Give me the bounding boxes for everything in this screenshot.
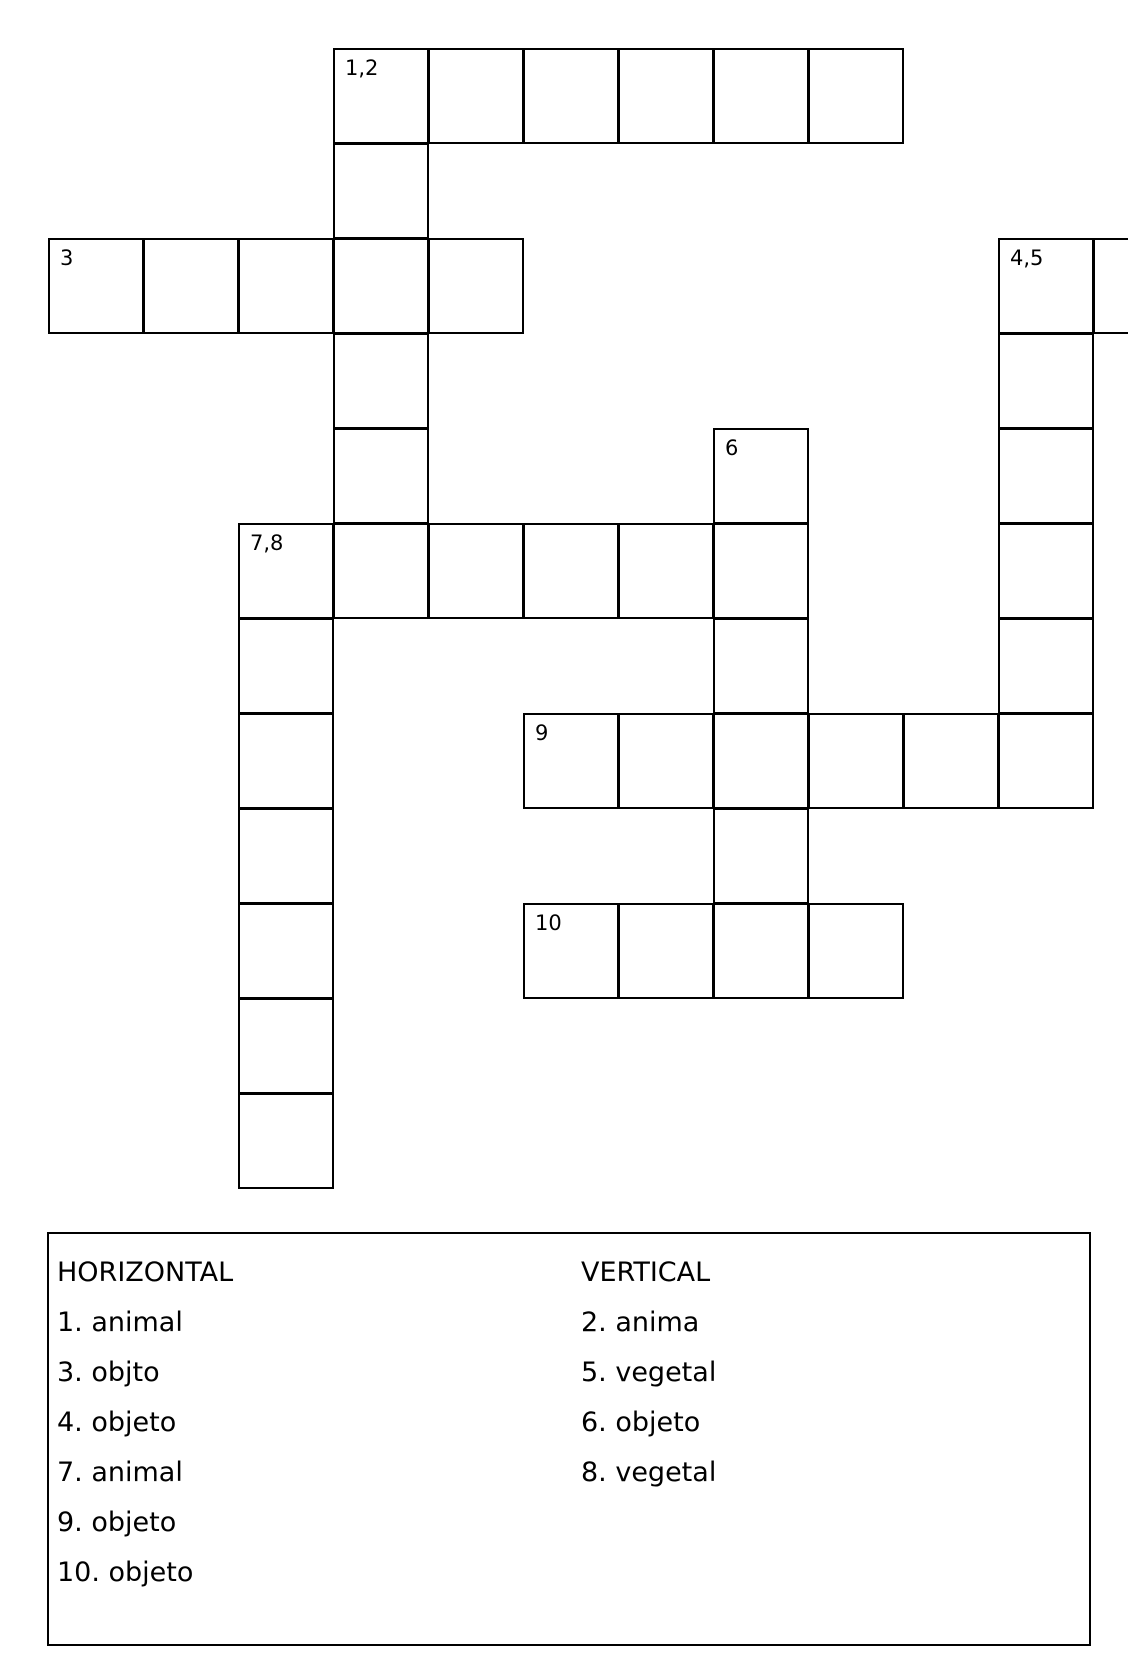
crossword-cell[interactable]	[808, 713, 904, 809]
crossword-cell[interactable]	[238, 713, 334, 809]
horizontal-clues	[57, 1248, 233, 1598]
crossword-cell[interactable]	[238, 808, 334, 904]
crossword-cell[interactable]	[998, 523, 1094, 619]
crossword-cell[interactable]	[998, 713, 1094, 809]
clue-h-7: 7. animal	[57, 1457, 183, 1488]
clue-h-9: 9. objeto	[57, 1507, 177, 1538]
crossword-cell[interactable]	[428, 238, 524, 334]
crossword-cell[interactable]	[428, 48, 524, 144]
crossword-cell[interactable]	[523, 903, 619, 999]
crossword-cell[interactable]	[333, 143, 429, 239]
clue-v-8: 8. vegetal	[581, 1457, 717, 1488]
crossword-cell[interactable]	[998, 238, 1094, 334]
crossword-cell[interactable]	[713, 713, 809, 809]
crossword-cell[interactable]	[238, 998, 334, 1094]
crossword-cell[interactable]	[523, 713, 619, 809]
crossword-cell[interactable]	[618, 713, 714, 809]
crossword-cell[interactable]	[238, 903, 334, 999]
crossword-cell[interactable]	[618, 903, 714, 999]
clue-number-label: 1,2	[345, 56, 379, 80]
clue-number-label: 10	[535, 911, 562, 935]
crossword-cell[interactable]	[618, 48, 714, 144]
crossword-cell[interactable]	[333, 238, 429, 334]
crossword-cell[interactable]	[333, 428, 429, 524]
crossword-cell[interactable]	[998, 333, 1094, 429]
clue-number-label: 7,8	[250, 531, 284, 555]
vertical-heading: VERTICAL	[581, 1257, 711, 1288]
crossword-cell[interactable]	[333, 333, 429, 429]
clue-h-3: 3. objto	[57, 1357, 160, 1388]
crossword-cell[interactable]	[238, 1093, 334, 1189]
crossword-cell[interactable]	[808, 903, 904, 999]
crossword-cell[interactable]	[713, 48, 809, 144]
clue-h-4: 4. objeto	[57, 1407, 177, 1438]
clue-number-label: 3	[60, 246, 74, 270]
crossword-cell[interactable]	[523, 48, 619, 144]
crossword-cell[interactable]	[713, 618, 809, 714]
crossword-cell[interactable]	[523, 523, 619, 619]
clues-box	[47, 1232, 1091, 1646]
crossword-cell[interactable]	[618, 523, 714, 619]
clue-h-10: 10. objeto	[57, 1557, 194, 1588]
crossword-cell[interactable]	[998, 618, 1094, 714]
crossword-cell[interactable]	[238, 523, 334, 619]
crossword-cell[interactable]	[713, 523, 809, 619]
clue-number-label: 4,5	[1010, 246, 1044, 270]
clue-h-1: 1. animal	[57, 1307, 183, 1338]
clue-v-6: 6. objeto	[581, 1407, 701, 1438]
horizontal-heading: HORIZONTAL	[57, 1257, 234, 1288]
clue-number-label: 6	[725, 436, 739, 460]
crossword-cell[interactable]	[808, 48, 904, 144]
crossword-cell[interactable]	[333, 523, 429, 619]
clue-number-label: 9	[535, 721, 549, 745]
clue-v-5: 5. vegetal	[581, 1357, 717, 1388]
crossword-cell[interactable]	[1093, 238, 1128, 334]
vertical-clues	[581, 1248, 716, 1498]
crossword-cell[interactable]	[713, 808, 809, 904]
crossword-cell[interactable]	[998, 428, 1094, 524]
crossword-cell[interactable]	[713, 903, 809, 999]
crossword-cell[interactable]	[333, 48, 429, 144]
crossword-cell[interactable]	[428, 523, 524, 619]
crossword-cell[interactable]	[238, 238, 334, 334]
crossword-cell[interactable]	[238, 618, 334, 714]
clue-v-2: 2. anima	[581, 1307, 700, 1338]
crossword-cell[interactable]	[903, 713, 999, 809]
crossword-cell[interactable]	[143, 238, 239, 334]
crossword-cell[interactable]	[48, 238, 144, 334]
crossword-cell[interactable]	[713, 428, 809, 524]
